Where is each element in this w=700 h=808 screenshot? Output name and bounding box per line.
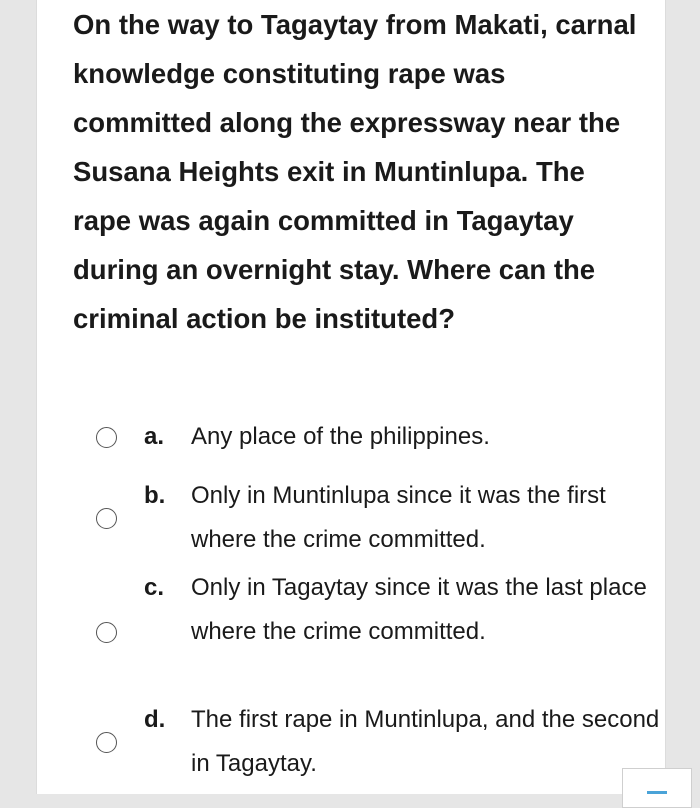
option-letter-c: c. [144,574,165,601]
radio-button-d[interactable] [96,732,117,753]
option-c[interactable] [37,566,665,698]
radio-button-a[interactable] [96,427,117,448]
option-b[interactable] [37,474,665,562]
corner-widget[interactable] [622,768,692,808]
question-card [36,0,666,794]
radio-button-b[interactable] [96,508,117,529]
option-letter-b: b. [144,482,166,509]
option-letter-d: d. [144,706,166,733]
option-a[interactable] [37,415,665,459]
option-text-d: The first rape in Muntinlupa, and the second in Tagaytay. [191,706,660,777]
option-letter-a: a. [144,423,165,450]
option-text-c: Only in Tagaytay since it was the last place where the crime committed. [191,574,647,645]
radio-button-c[interactable] [96,622,117,643]
question-text: On the way to Tagaytay from Makati, carnal knowledge constituting rape was committed along the expressway near the Susana Heights exit in Muntinlupa. The rape was again committed in Tagaytay during an overnight stay. Where can the criminal action be instituted? [73,9,637,334]
option-text-a: Any place of the philippines. [191,423,490,450]
option-d[interactable] [37,698,665,786]
option-text-b: Only in Muntinlupa since it was the first where the crime committed. [191,482,606,553]
